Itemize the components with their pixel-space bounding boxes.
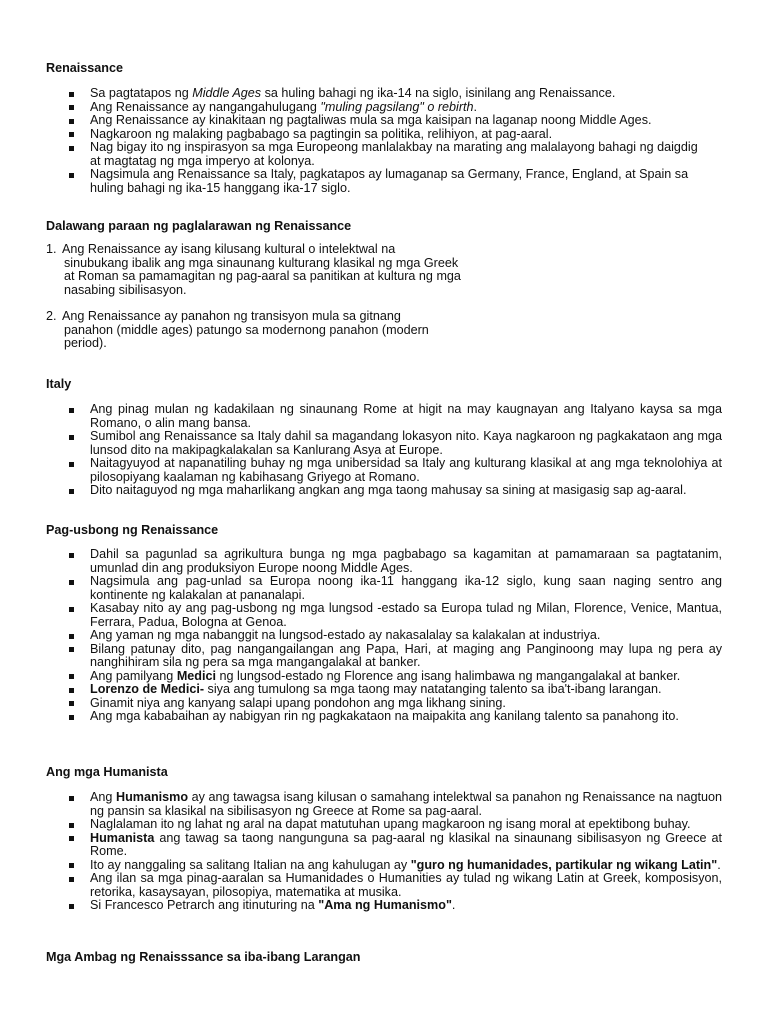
heading-humanista: Ang mga Humanista xyxy=(46,765,168,779)
list-item: Naitagyuyod at napanatiling buhay ng mga unibersidad sa Italy ang kulturang klasikal at ang mga teknolohiya at pilosopiyang kaalaman ng kabihasang Griyego at Romano. xyxy=(0,457,722,484)
list-item: Dahil sa pagunlad sa agrikultura bunga ng mga pagbabago sa kagamitan at pamamaraan sa pagtatanim, umunlad din ang produksiyon Europe noong Middle Ages. xyxy=(0,548,722,575)
list-item: Nagsimula ang Renaissance sa Italy, pagkatapos ay lumaganap sa Germany, France, England, at Spain sa huling bahagi ng ika-15 hanggang ika-17 siglo. xyxy=(0,168,710,195)
list-item: Ang Renaissance ay kinakitaan ng pagtaliwas mula sa mga kaisipan na laganap noong Middle Ages. xyxy=(0,114,710,128)
heading-two-ways: Dalawang paraan ng paglalarawan ng Renaissance xyxy=(46,219,352,233)
list-item: Nag bigay ito ng inspirasyon sa mga Europeong manlalakbay na marating ang malalayong bahagi ng daigdig at magtatag ng mga imperyo at kolonya. xyxy=(0,141,710,168)
list-item: Ginamit niya ang kanyang salapi upang pondohon ang mga likhang sining. xyxy=(0,697,722,711)
list-item: Ang pamilyang Medici ng lungsod-estado ng Florence ang isang halimbawa ng mangangalakal at banker. xyxy=(0,670,722,684)
list-item: Bilang patunay dito, pag nangangailangan ang Papa, Hari, at maging ang Panginoong may lupa ng pera ay nanghihiram sila ng pera sa mga mangangalakal at banker. xyxy=(0,643,722,670)
list-item: Ang mga kababaihan ay nabigyan rin ng pagkakataon na maipakita ang kanilang talento sa panahong ito. xyxy=(0,710,722,724)
list-item: Nagkaroon ng malaking pagbabago sa pagtingin sa politika, relihiyon, at pag-aaral. xyxy=(0,128,710,142)
heading-mga-ambag: Mga Ambag ng Renaisssance sa iba-ibang Larangan xyxy=(46,950,361,964)
list-item: Naglalaman ito ng lahat ng aral na dapat matutuhan upang magkaroon ng isang moral at epektibong buhay. xyxy=(0,818,722,832)
pag-usbong-list xyxy=(0,548,722,724)
list-item: Sumibol ang Renaissance sa Italy dahil sa magandang lokasyon nito. Kaya nagkaroon ng pagkakataon ang mga lunsod dito na makipagkalakalan sa Kanlurang Asya at Europe. xyxy=(0,430,722,457)
list-item: Humanista ang tawag sa taong nangunguna sa pag-aaral ng klasikal na sinaunang sibilisasyon ng Greece at Rome. xyxy=(0,832,722,859)
list-item: Ito ay nanggaling sa salitang Italian na ang kahulugan ay "guro ng humanidades, partikular ng wikang Latin". xyxy=(0,859,722,873)
list-item: Lorenzo de Medici- siya ang tumulong sa mga taong may natatanging talento sa iba't-ibang larangan. xyxy=(0,683,722,697)
list-item: Nagsimula ang pag-unlad sa Europa noong ika-11 hanggang ika-12 siglo, kung saan naging sentro ang kontinente ng kalakalan at pananalapi. xyxy=(0,575,722,602)
list-item: 1. Ang Renaissance ay isang kilusang kultural o intelektwal na sinubukang ibalik ang mga sinaunang kulturang klasikal ng mga Greek at Roman sa pamamagitan ng pag-aaral sa panitikan at kultura ng mga nasabing sibilisasyon. xyxy=(46,242,461,297)
italy-list xyxy=(0,403,722,498)
list-item: Sa pagtatapos ng Middle Ages sa huling bahagi ng ika-14 na siglo, isinilang ang Renaissance. xyxy=(0,87,710,101)
list-item: Ang ilan sa mga pinag-aaralan sa Humanidades o Humanities ay tulad ng wikang Latin at Greek, komposisyon, retorika, kasaysayan, pilosopiya, matematika at musika. xyxy=(0,872,722,899)
list-item: Si Francesco Petrarch ang itinuturing na "Ama ng Humanismo". xyxy=(0,899,722,913)
list-item: Kasabay nito ay ang pag-usbong ng mga lungsod -estado sa Europa tulad ng Milan, Florence, Venice, Mantua, Ferrara, Padua, Bologna at Genoa. xyxy=(0,602,722,629)
heading-renaissance: Renaissance xyxy=(46,61,124,75)
renaissance-list xyxy=(0,87,710,195)
two-ways-list xyxy=(46,243,466,351)
heading-italy: Italy xyxy=(46,377,72,391)
heading-pag-usbong: Pag-usbong ng Renaissance xyxy=(46,523,219,537)
list-item: Ang pinag mulan ng kadakilaan ng sinaunang Rome at higit na may kaugnayan ang Italyano kaysa sa mga Romano, o alin mang bansa. xyxy=(0,403,722,430)
list-item: Ang Humanismo ay ang tawagsa isang kilusan o samahang intelektwal sa panahon ng Renaissance na nagtuon ng pansin sa klasikal na sibilisasyon ng Greece at Rome sa pag-aaral. xyxy=(0,791,722,818)
humanista-list xyxy=(0,791,722,913)
list-item: Ang Renaissance ay nangangahulugang "muling pagsilang" o rebirth. xyxy=(0,101,710,115)
list-item: Ang yaman ng mga nabanggit na lungsod-estado ay nakasalalay sa kalakalan at industriya. xyxy=(0,629,722,643)
list-item: Dito naitaguyod ng mga maharlikang angkan ang mga taong mahusay sa sining at masigasig sap ag-aaral. xyxy=(0,484,722,498)
list-item: 2. Ang Renaissance ay panahon ng transisyon mula sa gitnang panahon (middle ages) patungo sa modernong panahon (modern period). xyxy=(46,309,429,350)
